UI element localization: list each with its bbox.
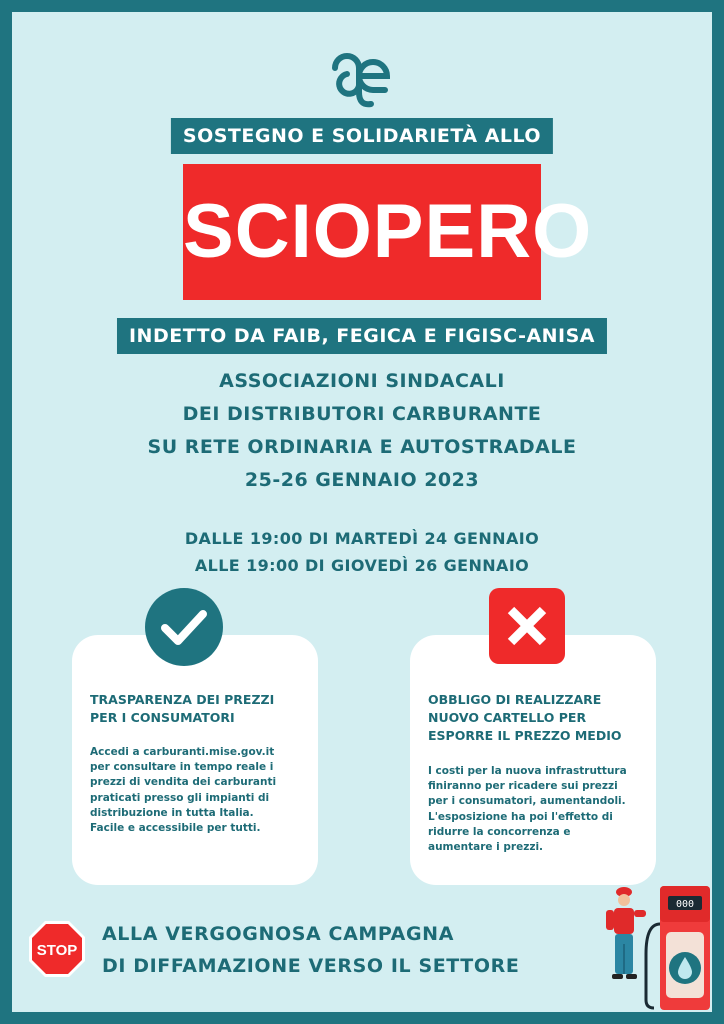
support-banner: SOSTEGNO E SOLIDARIETÀ ALLO [171,118,553,154]
stop-sign-icon [28,920,86,978]
poster [12,12,712,1012]
associations-line: DEI DISTRIBUTORI CARBURANTE [182,403,542,425]
campaign-line: ALLA VERGOGNOSA CAMPAGNA [102,923,454,945]
card-body: Accedi a carburanti.mise.gov.it per consultare in tempo reale i prezzi di vendita dei carburanti praticati presso gli impianti di distribuzione in tutta Italia. Facile e accessibile per tutti. [90,746,277,835]
strike-title: SCIOPERO [183,164,541,300]
associations-text [12,365,712,497]
schedule-to: ALLE 19:00 DI GIOVEDÌ 26 GENNAIO [194,556,530,575]
schedule-from: DALLE 19:00 DI MARTEDÌ 24 GENNAIO [184,529,540,548]
campaign-line: DI DIFFAMAZIONE VERSO IL SETTORE [102,955,520,977]
obligation-card [410,635,656,885]
card-title: OBBLIGO DI REALIZZARE NUOVO CARTELLO PER ESPORRE IL PREZZO MEDIO [428,692,622,743]
schedule [12,525,712,579]
pump-display-text: 000 [675,899,695,910]
fuel-attendant-illustration [588,884,712,1012]
card-body: I costi per la nuova infrastruttura finiranno per ricadere sui prezzi per i consumatori, aumentandoli. L'esposizione ha poi l'effetto di ridurre la concorrenza e aumentare i prezzi. [428,765,627,854]
campaign-text [102,918,519,982]
x-square-icon [489,588,565,664]
stop-sign-text: STOP [36,942,78,959]
strike-dates: 25-26 GENNAIO 2023 [244,469,480,491]
called-by-banner: INDETTO DA FAIB, FEGICA E FIGISC-ANISA [117,318,607,354]
check-circle-icon [145,588,223,666]
card-title: TRASPARENZA DEI PREZZI PER I CONSUMATORI [90,692,275,725]
transparency-card [72,635,318,885]
ae-ligature-logo-icon [327,42,397,112]
associations-line: SU RETE ORDINARIA E AUTOSTRADALE [147,436,577,458]
associations-line: ASSOCIAZIONI SINDACALI [219,370,505,392]
